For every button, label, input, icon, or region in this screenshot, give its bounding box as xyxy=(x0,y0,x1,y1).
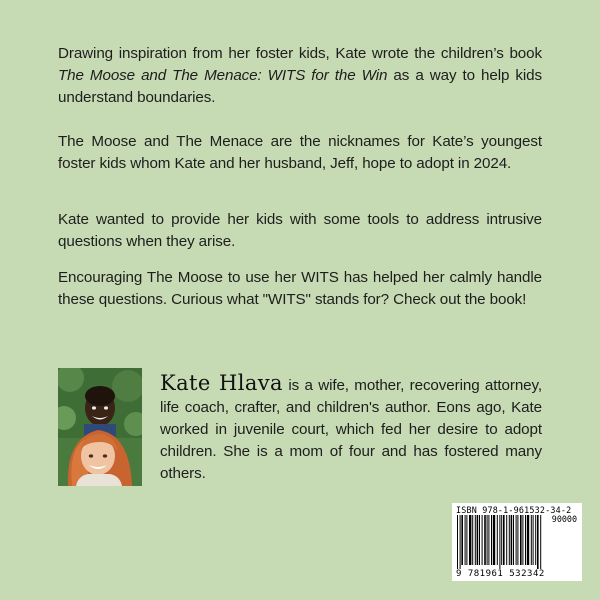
barcode-bar xyxy=(461,515,463,565)
barcode-bars xyxy=(456,515,552,569)
barcode-bar xyxy=(540,515,541,569)
wits-paragraph: Encouraging The Moose to use her WITS has helped her calmly handle these questions. Curious what "WITS" stands for? Check out the book! xyxy=(58,269,542,308)
barcode-bar xyxy=(537,515,539,569)
barcode-bar xyxy=(487,515,488,565)
barcode-bar xyxy=(501,515,502,565)
author-photo xyxy=(58,368,142,486)
barcode-bar xyxy=(511,515,513,565)
barcode-bar xyxy=(525,515,526,565)
barcode-bar xyxy=(479,515,480,565)
barcode-bar xyxy=(517,515,518,565)
barcode-bar xyxy=(493,515,495,565)
isbn-label: ISBN 978-1-961532-34-2 xyxy=(456,505,572,515)
author-bio-text: is a wife, mother, recovering attorney, life coach, crafter, and children's author. Eons ago, Kate worked in juvenile court, which fed her desire to adopt children. She is a mom of four and has fostered many others. xyxy=(160,377,542,482)
barcode-bar xyxy=(509,515,510,565)
barcode-bar xyxy=(457,515,458,569)
intro-text-end: as a way to help kids understand boundaries. xyxy=(58,67,542,106)
barcode-digits: 9 781961 532342 xyxy=(456,569,545,579)
barcode-bar xyxy=(533,515,534,565)
barcode-bar xyxy=(482,515,483,565)
author-bio xyxy=(160,372,542,485)
nicknames-paragraph: The Moose and The Menace are the nicknames for Kate’s youngest foster kids whom Kate and her husband, Jeff, hope to adopt in 2024. xyxy=(58,133,542,172)
barcode-bar xyxy=(527,515,529,565)
intro-paragraph xyxy=(58,43,542,109)
barcode-bar xyxy=(503,515,505,565)
tools-paragraph: Kate wanted to provide her kids with some tools to address intrusive questions when they arise. xyxy=(58,211,542,250)
isbn-barcode xyxy=(452,503,582,581)
price-code: 90000 xyxy=(551,514,577,524)
author-photo-illustration xyxy=(58,368,142,486)
book-title: The Moose and The Menace: WITS for the Win xyxy=(58,67,388,84)
barcode-bar xyxy=(466,515,467,565)
barcode-bar xyxy=(535,515,536,565)
barcode-bar xyxy=(531,515,532,565)
intro-text-start: Drawing inspiration from her foster kids, Kate wrote the children’s book xyxy=(58,45,542,62)
barcode-bar xyxy=(465,515,466,565)
author-name: Kate Hlava xyxy=(160,371,283,395)
barcode-bar xyxy=(469,515,471,565)
barcode-bar xyxy=(516,515,517,565)
barcode-bar xyxy=(488,515,489,565)
barcode-bar xyxy=(520,515,522,565)
barcode-bar xyxy=(506,515,507,565)
barcode-bar xyxy=(522,515,523,565)
barcode-bar xyxy=(472,515,473,565)
barcode-bar xyxy=(491,515,492,565)
barcode-bar xyxy=(475,515,476,565)
barcode-bar xyxy=(477,515,479,565)
barcode-bar xyxy=(484,515,486,565)
barcode-bar xyxy=(497,515,498,565)
barcode-bar xyxy=(513,515,514,565)
barcode-bar xyxy=(460,515,461,569)
barcode-bar xyxy=(499,515,500,569)
